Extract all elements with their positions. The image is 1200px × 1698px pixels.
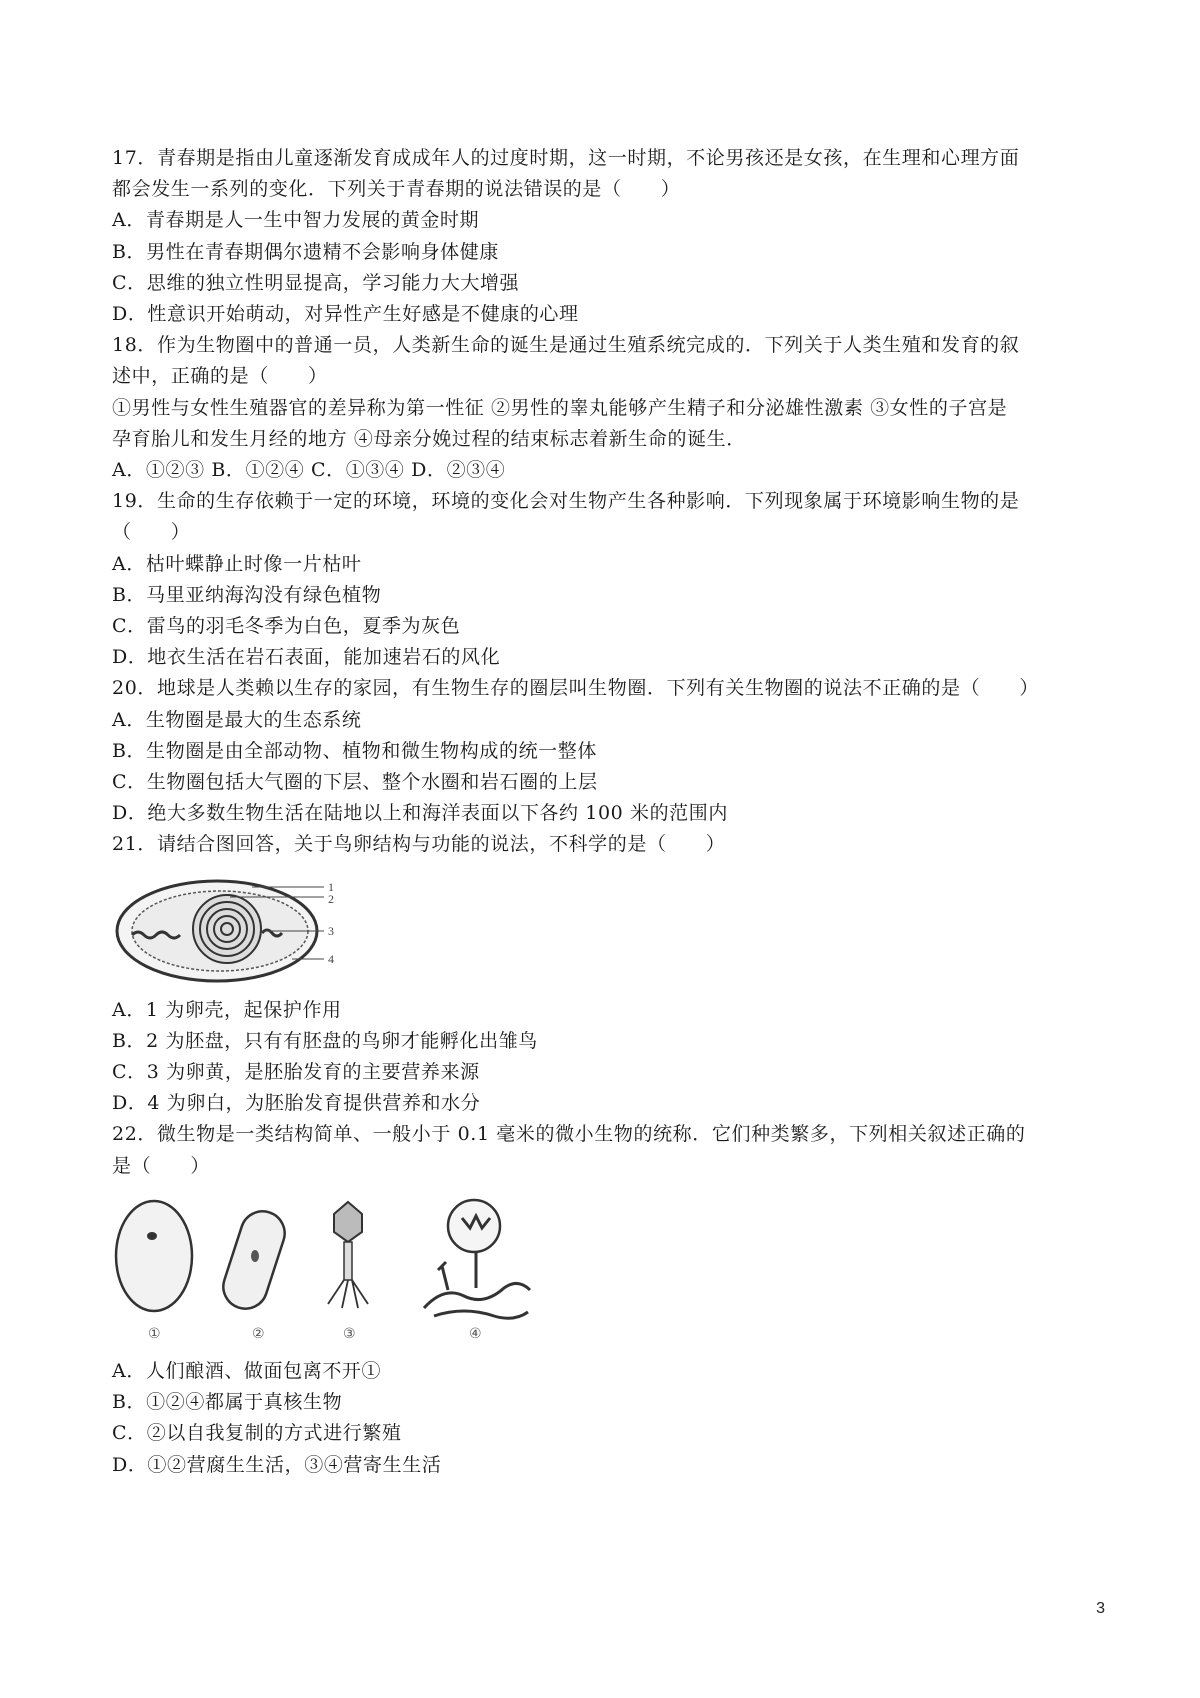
question-21-option-b: B．2 为胚盘，只有有胚盘的鸟卵才能孵化出雏鸟 <box>112 1029 538 1052</box>
question-18-options: A．①②③ B．①②④ C．①③④ D．②③④ <box>112 459 506 482</box>
phage-tail-drawing <box>344 1242 352 1280</box>
question-18 <box>112 330 1102 486</box>
question-21-option-a: A．1 为卵壳，起保护作用 <box>112 998 342 1021</box>
bacterium-dna-drawing <box>251 1250 259 1262</box>
question-19 <box>112 486 1102 673</box>
question-22-option-b: B．①②④都属于真核生物 <box>112 1391 343 1414</box>
phage-fibers-drawing <box>328 1280 368 1308</box>
bird-egg-figure <box>112 873 352 985</box>
mold-sporangium-drawing <box>448 1200 500 1252</box>
question-17-option-d: D．性意识开始萌动，对异性产生好感是不健康的心理 <box>112 303 579 326</box>
question-18-stem-line-1: 18．作为生物圈中的普通一员，人类新生命的诞生是通过生殖系统完成的．下列关于人类生殖和发育的叙 <box>112 334 1020 357</box>
question-19-option-b: B．马里亚纳海沟没有绿色植物 <box>112 583 382 606</box>
question-17-option-b: B．男性在青春期偶尔遗精不会影响身体健康 <box>112 240 499 263</box>
question-20 <box>112 673 1102 829</box>
egg-label-2: 2 <box>328 891 334 906</box>
question-17-stem-line-1: 17．青春期是指由儿童逐渐发育成成年人的过度时期，这一时期，不论男孩还是女孩，在生理和心理方面 <box>112 147 1020 169</box>
question-22-option-d: D．①②营腐生生活，③④营寄生生活 <box>112 1453 442 1476</box>
question-17 <box>112 143 1102 330</box>
micro-label-3: ③ <box>343 1325 356 1342</box>
question-20-option-b: B．生物圈是由全部动物、植物和微生物构成的统一整体 <box>112 739 597 762</box>
question-17-option-a: A．青春期是人一生中智力发展的黄金时期 <box>112 209 480 232</box>
question-19-stem-line-1: 19．生命的生存依赖于一定的环境，环境的变化会对生物产生各种影响．下列现象属于环境影响生物的是 <box>112 490 1020 513</box>
question-list <box>112 143 1102 1481</box>
micro-label-4: ④ <box>469 1325 482 1342</box>
egg-label-4: 4 <box>328 951 334 966</box>
question-17-option-c: C．思维的独立性明显提高，学习能力大大增强 <box>112 271 520 294</box>
egg-label-3: 3 <box>328 923 334 938</box>
question-19-option-a: A．枯叶蝶静止时像一片枯叶 <box>112 552 362 575</box>
question-17-stem-line-2: 都会发生一系列的变化．下列关于青春期的说法错误的是（ ） <box>112 178 681 201</box>
question-19-option-d: D．地衣生活在岩石表面，能加速岩石的风化 <box>112 646 501 669</box>
question-22-option-a: A．人们酿酒、做面包离不开① <box>112 1359 382 1382</box>
question-20-stem-line-1: 20．地球是人类赖以生存的家园，有生物生存的圈层叫生物圈．下列有关生物圈的说法不正确的是（ ） <box>112 677 1039 700</box>
micro-label-2: ② <box>252 1325 265 1342</box>
question-21 <box>112 829 1102 1119</box>
egg-label-1: 1 <box>328 879 334 894</box>
yeast-nucleus-drawing <box>147 1232 157 1240</box>
question-19-stem-line-2: （ ） <box>112 521 191 544</box>
yolk-ring <box>193 895 261 963</box>
phage-head-drawing <box>334 1202 362 1242</box>
question-20-option-a: A．生物圈是最大的生态系统 <box>112 708 362 731</box>
question-18-statements-line-1: ①男性与女性生殖器官的差异称为第一性征 ②男性的睾丸能够产生精子和分泌雄性激素 ③女性的子宫是 <box>112 396 1008 419</box>
question-22 <box>112 1119 1102 1480</box>
question-21-option-d: D．4 为卵白，为胚胎发育提供营养和水分 <box>112 1092 481 1115</box>
question-19-option-c: C．雷鸟的羽毛冬季为白色，夏季为灰色 <box>112 615 461 638</box>
question-21-stem-line-1: 21．请结合图回答，关于鸟卵结构与功能的说法，不科学的是（ ） <box>112 833 726 856</box>
question-22-stem-line-2: 是（ ） <box>112 1154 211 1177</box>
question-20-option-d: D．绝大多数生物生活在陆地以上和海洋表面以下各约 100 米的范围内 <box>112 802 728 825</box>
microorganisms-figure <box>112 1196 552 1346</box>
question-22-stem-line-1: 22．微生物是一类结构简单、一般小于 0.1 毫米的微小生物的统称．它们种类繁多，下列相关叙述正确的 <box>112 1123 1026 1146</box>
question-21-option-c: C．3 为卵黄，是胚胎发育的主要营养来源 <box>112 1061 480 1084</box>
yeast-cell-drawing <box>116 1201 192 1311</box>
page-number: 3 <box>1096 1600 1105 1617</box>
question-20-option-c: C．生物圈包括大气圈的下层、整个水圈和岩石圈的上层 <box>112 771 598 794</box>
micro-label-1: ① <box>148 1325 161 1342</box>
question-18-stem-line-2: 述中，正确的是（ ） <box>112 365 328 388</box>
question-18-statements-line-2: 孕育胎儿和发生月经的地方 ④母亲分娩过程的结束标志着新生命的诞生． <box>112 427 746 450</box>
question-22-option-c: C．②以自我复制的方式进行繁殖 <box>112 1422 402 1445</box>
